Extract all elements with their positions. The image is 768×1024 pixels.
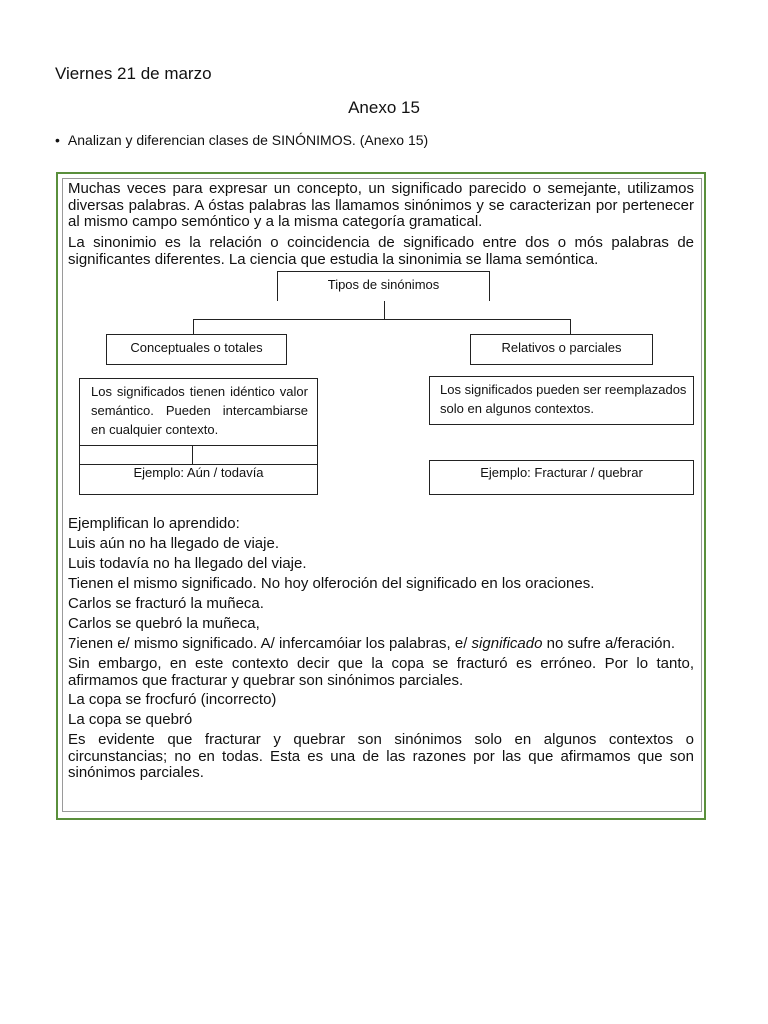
example-line: Ejemplifican lo aprendido: — [68, 515, 240, 532]
example-line-italic: significado — [471, 635, 543, 652]
bullet-icon: • — [55, 132, 60, 148]
example-line: Carlos se quebró la muñeca, — [68, 615, 260, 632]
diagram-connector — [570, 319, 571, 334]
diagram-connector — [193, 319, 194, 334]
sin-embargo-paragraph: Sin embargo, en este contexto decir que la copa se fracturó es erróneo. Por lo tanto, afirmamos que fracturar y quebrar son sinónimos parciales. — [68, 655, 694, 689]
diagram-left-title: Conceptuales o totales — [130, 340, 263, 355]
diagram-left-definition: Los significados tienen idéntico valor semántico. Pueden intercambiarse en cualquier contexto. — [91, 384, 308, 437]
diagram-root-box — [277, 271, 490, 301]
example-line: La copa se frocfuró (incorrecto) — [68, 691, 277, 708]
diagram-right-example: Ejemplo: Fracturar / quebrar — [480, 465, 643, 480]
example-line: La copa se quebró — [68, 711, 193, 728]
example-line: Carlos se fracturó la muñeca. — [68, 595, 264, 612]
example-line: Luis todavía no ha llegado del viaje. — [68, 555, 307, 572]
diagram-connector — [384, 301, 385, 320]
objective-text: Analizan y diferencian clases de SINÓNIMOS. (Anexo 15) — [67, 132, 429, 148]
example-line-part: 7ienen e/ mismo significado. A/ infercamóiar los palabras, e/ — [68, 635, 472, 652]
page-date: Viernes 21 de marzo — [55, 64, 212, 83]
example-line-part: no sufre a/feración. — [542, 635, 676, 652]
example-line — [68, 636, 694, 653]
diagram-connector — [193, 319, 571, 320]
conclusion-paragraph: Es evidente que fracturar y quebrar son sinónimos solo en algunos contextos o circunstancias; no en todas. Esta es una de las razones por las que afirmamos que son sinónimos parciales. — [68, 731, 694, 781]
diagram-left-example: Ejemplo: Aún / todavía — [133, 465, 264, 480]
annex-title: Anexo 15 — [348, 98, 420, 117]
diagram-right-title-box — [470, 334, 653, 365]
diagram-divider — [79, 445, 318, 446]
diagram-divider — [192, 445, 193, 464]
example-line: Tienen el mismo significado. No hoy olferoción del significado en los oraciones. — [68, 575, 595, 592]
intro-paragraph-2: La sinonimio es la relación o coincidencia de significado entre dos o mós palabras de significantes diferentes. La ciencia que estudia la sinonimia se llama semóntica. — [68, 234, 694, 268]
diagram-right-example-box — [429, 460, 694, 495]
objective-item — [55, 132, 428, 148]
example-line: Luis aún no ha llegado de viaje. — [68, 535, 279, 552]
diagram-right-definition: Los significados pueden ser reemplazados solo en algunos contextos. — [440, 382, 687, 416]
diagram-right-title: Relativos o parciales — [501, 340, 622, 355]
diagram-left-title-box — [106, 334, 287, 365]
intro-paragraph-1: Muchas veces para expresar un concepto, un significado parecido o semejante, utilizamos diversas palabras. A óstas palabras las llamamos sinónimos y se caracterizan por pertenecer al mismo campo semóntico y a la misma categoría gramatical. — [68, 180, 694, 230]
diagram-root-label: Tipos de sinónimos — [327, 277, 440, 292]
